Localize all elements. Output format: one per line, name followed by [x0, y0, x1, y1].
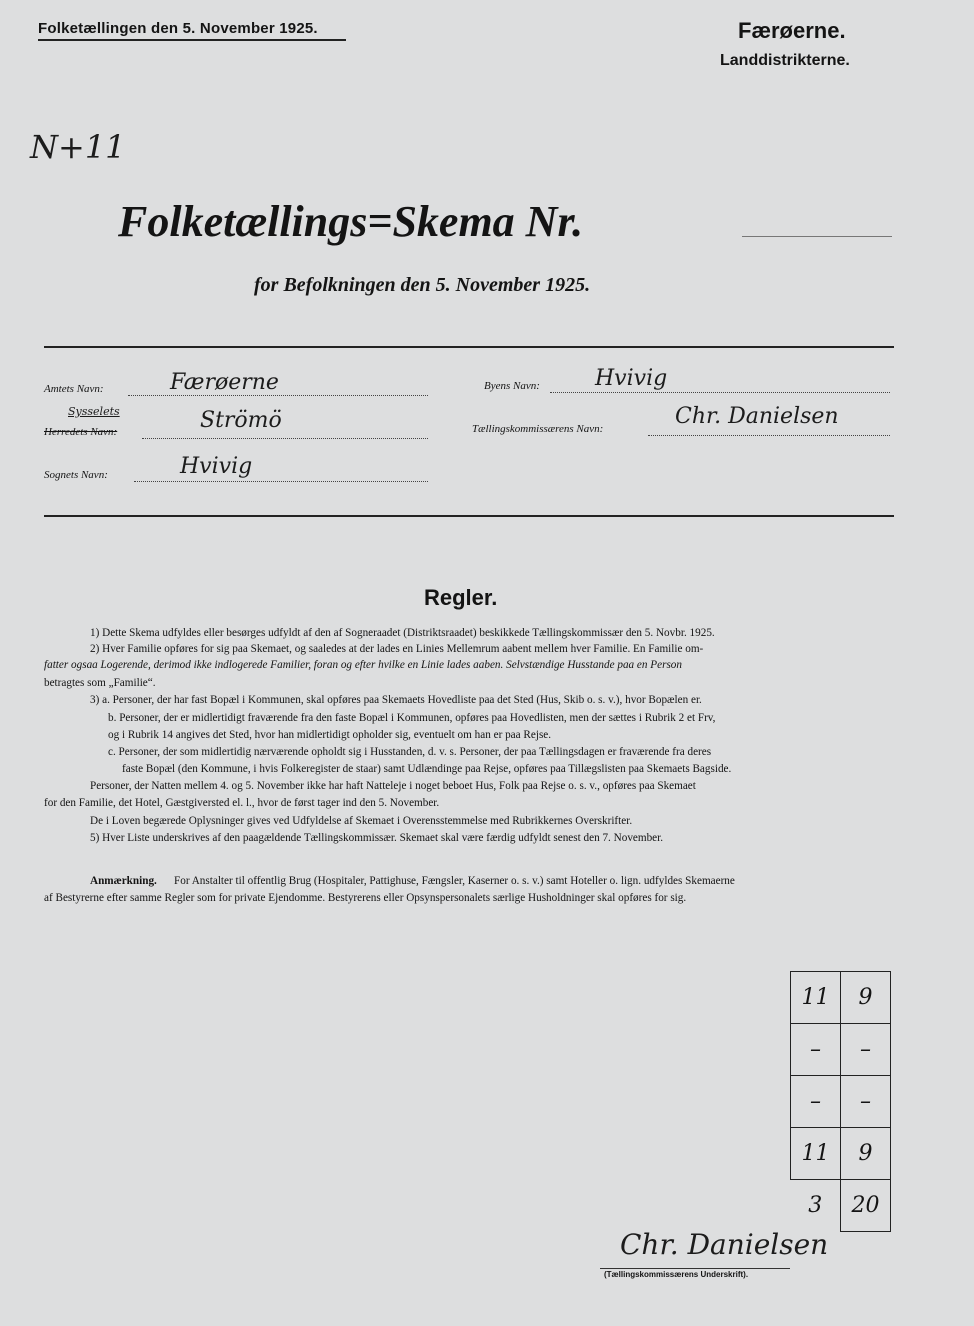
regel-3a: 3) a. Personer, der har fast Bopæl i Kommunen, skal opføres paa Skemaets Hovedliste paa det Sted (Hus, Skib o. s. v.), hvor Bopælen er. — [90, 694, 702, 706]
regel-3b-cont: og i Rubrik 14 angives det Sted, hvor han midlertidigt opholder sig, eventuelt om han er paa Rejse. — [108, 729, 552, 741]
count-cell-female: 9 — [841, 972, 891, 1024]
header-underline — [38, 39, 346, 41]
sogn-label: Sognets Navn: — [44, 469, 108, 481]
count-cell-female: – — [841, 1076, 891, 1128]
regler-heading: Regler. — [424, 585, 498, 610]
census-header-title: Folketællingen den 5. November 1925. — [38, 20, 318, 37]
count-row — [791, 1024, 891, 1076]
sogn-line — [134, 481, 428, 482]
kommissaer-label: Tællingskommissærens Navn: — [472, 423, 604, 435]
sogn-value: Hvivig — [180, 454, 253, 479]
count-row — [791, 1128, 891, 1180]
count-cell-female: – — [841, 1024, 891, 1076]
kommissaer-value: Chr. Danielsen — [675, 404, 839, 429]
count-cell-male: – — [791, 1024, 841, 1076]
regel-2: 2) Hver Familie opføres for sig paa Skemaet, og saaledes at der lades en Linies Mellemrum aabent mellem hver Familie. En Familie om- — [90, 643, 704, 655]
commissioner-signature: Chr. Danielsen — [620, 1228, 829, 1261]
form-title: Folketællings=Skema Nr. — [118, 197, 584, 246]
herred-value: Strömö — [200, 408, 282, 433]
district-label: Landdistrikterne. — [720, 52, 850, 69]
amt-value: Færøerne — [170, 370, 279, 395]
count-row — [791, 972, 891, 1024]
anmaerkning-line-2: af Bestyrerne efter samme Regler som for private Ejendomme. Bestyrerens eller Opsynspersonalets særlige Husholdninger skal opføres for sig. — [44, 892, 687, 904]
count-total-male: 3 — [808, 1193, 823, 1219]
region-label: Færøerne. — [738, 18, 846, 43]
kommissaer-line — [648, 435, 890, 436]
by-value: Hvivig — [595, 366, 668, 391]
regel-3c-cont: faste Bopæl (den Kommune, i hvis Folkeregister de staar) samt Udlændinge paa Rejse, opføres paa Tillægslisten paa Skemaets Bagside. — [122, 763, 732, 775]
form-subtitle: for Befolkningen den 5. November 1925. — [254, 274, 591, 296]
herred-line — [142, 438, 428, 439]
regel-5: 5) Hver Liste underskrives af den paagældende Tællingskommissær. Skemaet skal være færdig udfyldt senest den 7. November. — [90, 832, 664, 844]
fields-top-rule — [44, 346, 894, 348]
regel-1: 1) Dette Skema udfyldes eller besørges udfyldt af den af Sogneraadet (Distriktsraadet) beskikkede Tællingskommissær den 5. Novbr. 1925. — [90, 627, 715, 639]
count-cell-male: – — [791, 1076, 841, 1128]
signature-caption: (Tællingskommissærens Underskrift). — [604, 1270, 749, 1279]
count-cell-male: 11 — [791, 972, 841, 1024]
handwritten-form-number: N+11 — [30, 128, 126, 166]
regel-4: Personer, der Natten mellem 4. og 5. November ikke har haft Natteleje i noget beboet Hus, Folk paa Rejse o. s. v., opføres paa Skemaet — [90, 780, 696, 792]
count-cell-male: 11 — [791, 1128, 841, 1180]
regel-4-cont: for den Familie, det Hotel, Gæstgiversted el. l., hvor de først tager ind den 5. November. — [44, 797, 440, 809]
fields-bottom-rule — [44, 515, 894, 517]
by-label: Byens Navn: — [484, 380, 540, 392]
count-cell-female: 9 — [841, 1128, 891, 1180]
herred-label-correction: Sysselets — [68, 405, 120, 418]
count-total-female: 20 — [841, 1180, 891, 1232]
count-total-row — [791, 1180, 891, 1232]
regel-3c: c. Personer, der som midlertidig nærværende opholdt sig i Husstanden, d. v. s. Personer, der paa Tællingsdagen er fraværende fra deres — [108, 746, 712, 758]
count-table — [790, 971, 891, 1232]
title-number-line — [742, 236, 892, 237]
amt-line — [128, 395, 428, 396]
regel-2-end: betragtes som „Familie“. — [44, 677, 156, 689]
signature-line — [600, 1268, 790, 1269]
by-line — [550, 392, 890, 393]
regel-2-cont: fatter ogsaa Logerende, derimod ikke indlogerede Familier, foran og efter hvilke en Linie lades aaben. Selvstændige Husstande paa en Person — [44, 659, 682, 671]
anmaerkning-line-1: For Anstalter til offentlig Brug (Hospitaler, Pattighuse, Fængsler, Kaserner o. s. v.) samt Hoteller o. lign. udfyldes Skemaerne — [174, 875, 735, 887]
anmaerkning-label: Anmærkning. — [90, 875, 157, 887]
regel-4-end: De i Loven begærede Oplysninger gives ved Udfyldelse af Skemaet i Overensstemmelse med Rubrikkernes Overskrifter. — [90, 815, 633, 827]
amt-label: Amtets Navn: — [44, 383, 104, 395]
count-row — [791, 1076, 891, 1128]
regel-3b: b. Personer, der er midlertidigt fraværende fra den faste Bopæl i Kommunen, opføres paa Hovedlisten, men der sættes i Rubrik 2 et Frv, — [108, 712, 716, 724]
herred-label: Herredets Navn: — [44, 426, 118, 438]
